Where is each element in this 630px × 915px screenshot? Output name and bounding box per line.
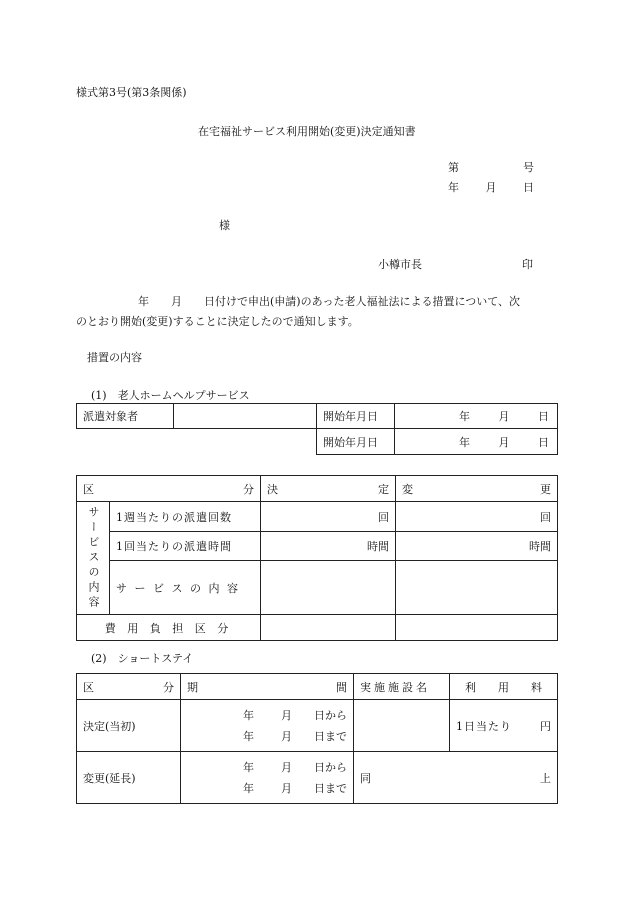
page-title: 在宅福祉サービス利用開始(変更)決定通知書 (198, 125, 416, 138)
doc-no-prefix: 第 (448, 161, 459, 174)
document-number (448, 159, 534, 175)
date-month: 月 (485, 181, 497, 194)
target-label: 派遣対象者 (77, 404, 174, 429)
ss-header-fee: 利 用 料 (450, 674, 558, 700)
hours-decided[interactable]: 時間 (261, 532, 396, 561)
decided-period[interactable]: 年 月 日から 年 月 日まで (181, 700, 354, 752)
start-date-label-2: 開始年月日 (317, 429, 395, 455)
doc-no-suffix: 号 (523, 161, 534, 174)
decided-label: 決定(当初) (77, 700, 181, 752)
content-label: サ ー ビ ス の 内 容 (110, 561, 261, 615)
body-text-line-2: のとおり開始(変更)することに決定したので通知します。 (76, 315, 359, 328)
content-changed[interactable] (396, 561, 558, 615)
shortstay-row-decided (77, 700, 558, 752)
shortstay-header-row (77, 674, 558, 700)
hours-label: 1回当たりの派遣時間 (110, 532, 261, 561)
shortstay-table (76, 673, 558, 804)
start-date-value-2[interactable]: 年 月 日 (395, 429, 558, 455)
service-row-cost (77, 615, 558, 641)
start-date-value[interactable]: 年 月 日 (395, 404, 558, 429)
visits-decided[interactable]: 回 (261, 502, 396, 532)
header-henkou: 変 更 (396, 476, 558, 502)
cost-changed[interactable] (396, 615, 558, 641)
target-value[interactable] (174, 404, 317, 429)
shortstay-heading: (2) ショートステイ (91, 652, 194, 665)
changed-same-as-above: 同 上 (354, 752, 558, 804)
hours-changed[interactable]: 時間 (396, 532, 558, 561)
header-kubun: 区 分 (77, 476, 261, 502)
visits-changed[interactable]: 回 (396, 502, 558, 532)
issuer-name: 小樽市長 (378, 258, 422, 271)
seal-mark: 印 (522, 258, 533, 271)
service-row-visits (77, 502, 558, 532)
changed-label: 変更(延長) (77, 752, 181, 804)
decided-fee[interactable]: 1日当たり 円 (450, 700, 558, 752)
cost-label: 費 用 負 担 区 分 (77, 615, 261, 641)
start-date-label: 開始年月日 (317, 404, 395, 429)
issue-date (448, 179, 534, 195)
header-kettei: 決 定 (261, 476, 396, 502)
homehelp-row-2 (77, 429, 558, 455)
ss-header-kubun: 区 分 (77, 674, 181, 700)
cost-decided[interactable] (261, 615, 396, 641)
service-header-row (77, 476, 558, 502)
homehelp-table (76, 403, 558, 455)
ss-header-facility: 実施施設名 (354, 674, 450, 700)
date-day: 日 (523, 181, 534, 194)
homehelp-heading: (1) 老人ホームヘルプサービス (91, 389, 250, 402)
content-decided[interactable] (261, 561, 396, 615)
ss-header-kikan: 期 間 (181, 674, 354, 700)
visits-label: 1週当たりの派遣回数 (110, 502, 261, 532)
form-number: 様式第3号(第3条関係) (76, 86, 187, 99)
service-table (76, 475, 558, 641)
section-heading: 措置の内容 (87, 351, 142, 364)
shortstay-row-changed (77, 752, 558, 804)
decided-facility[interactable] (354, 700, 450, 752)
service-row-hours (77, 532, 558, 561)
service-side-label: サービスの内容 (77, 502, 110, 615)
changed-period[interactable]: 年 月 日から 年 月 日まで (181, 752, 354, 804)
service-row-content (77, 561, 558, 615)
date-year: 年 (448, 181, 459, 194)
homehelp-row-1 (77, 404, 558, 429)
body-text-line-1: 年 月 日付けで申出(申請)のあった老人福祉法による措置について、次 (138, 295, 521, 308)
addressee-suffix: 様 (219, 219, 230, 232)
